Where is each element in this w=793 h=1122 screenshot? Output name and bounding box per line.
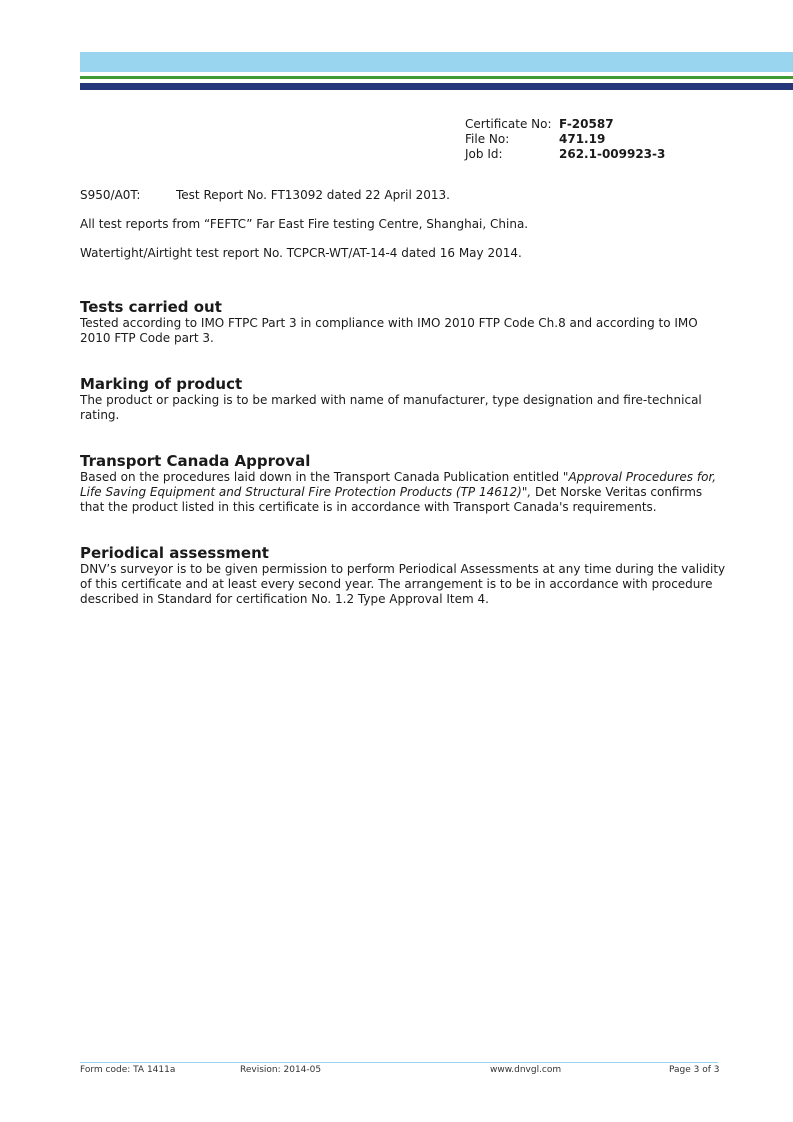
transport-heading: Transport Canada Approval: [80, 452, 311, 470]
tests-body: Tested according to IMO FTPC Part 3 in compliance with IMO 2010 FTP Code Ch.8 and according to IMO 2010 FTP Code part 3.: [80, 316, 698, 345]
footer-rule: [80, 1062, 718, 1063]
watertight-text: Watertight/Airtight test report No. TCPCR-WT/AT-14-4 dated 16 May 2014.: [80, 246, 522, 260]
section-periodical: [80, 544, 730, 607]
s950-reference: [80, 188, 730, 203]
certificate-meta: [465, 117, 665, 162]
certificate-no-label: Certificate No:: [465, 117, 552, 131]
document-body: [80, 188, 730, 607]
file-no-value: 471.19: [559, 132, 606, 146]
footer-website[interactable]: www.dnvgl.com: [490, 1065, 562, 1075]
header-band-green: [80, 76, 793, 79]
file-no-row: [465, 132, 665, 147]
marking-heading: Marking of product: [80, 375, 243, 393]
job-id-label: Job Id:: [465, 147, 503, 161]
s950-text: Test Report No. FT13092 dated 22 April 2013.: [176, 188, 450, 202]
all-reports-text: All test reports from “FEFTC” Far East Fire testing Centre, Shanghai, China.: [80, 217, 529, 231]
footer-form-code: Form code: TA 1411a: [80, 1065, 176, 1075]
header-band-sky: [80, 52, 793, 72]
periodical-body: DNV’s surveyor is to be given permission to perform Periodical Assessments at any time during the validity of this certificate and at least every second year. The arrangement is to be in accordance with procedure described in Standard for certification No. 1.2 Type Approval Item 4.: [80, 562, 726, 606]
section-marking: [80, 375, 730, 423]
periodical-heading: Periodical assessment: [80, 544, 269, 562]
transport-body-pre: Based on the procedures laid down in the Transport Canada Publication entitled ": [80, 470, 569, 484]
section-transport-canada: [80, 452, 730, 515]
header-band-navy: [80, 83, 793, 90]
footer-revision: Revision: 2014-05: [240, 1065, 322, 1075]
tests-heading: Tests carried out: [80, 298, 222, 316]
certificate-no-row: [465, 117, 665, 132]
transport-body-publication: Approval Procedures for, Life Saving Equipment and Structural Fire Protection Products (TP 14612)",: [80, 470, 717, 499]
job-id-row: [465, 147, 665, 162]
marking-body: The product or packing is to be marked with name of manufacturer, type designation and fire-technical rating.: [80, 393, 702, 422]
s950-label: S950/A0T:: [80, 188, 141, 202]
transport-body-post: Det Norske Veritas confirms that the product listed in this certificate is in accordance with Transport Canada's requirements.: [80, 485, 703, 514]
certificate-no-value: F-20587: [559, 117, 614, 131]
section-tests: [80, 298, 730, 346]
footer-page-number: Page 3 of 3: [669, 1065, 720, 1075]
job-id-value: 262.1-009923-3: [559, 147, 666, 161]
transport-body: [80, 470, 730, 515]
file-no-label: File No:: [465, 132, 510, 146]
